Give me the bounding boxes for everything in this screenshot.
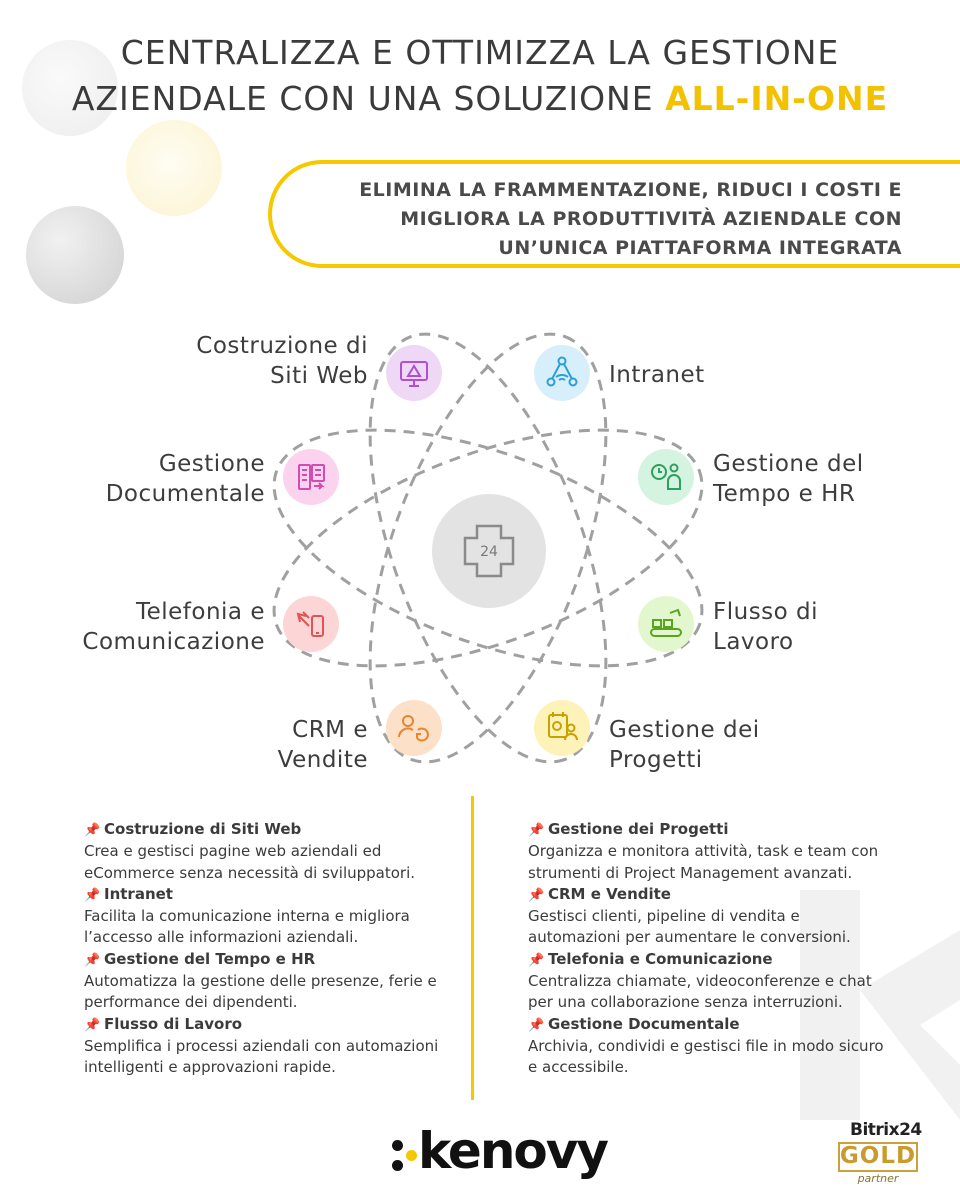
bitrix-badge-sub: partner xyxy=(857,1172,899,1185)
pushpin-icon: 📌 xyxy=(84,887,101,903)
detail-item: 📌 CRM e Vendite Gestisci clienti, pipeline di vendita e automazioni per aumentare le conversioni. xyxy=(528,884,851,947)
pushpin-icon: 📌 xyxy=(528,887,545,903)
node-telefonia xyxy=(283,596,339,652)
node-siti xyxy=(386,345,442,401)
decor-circle-cream xyxy=(126,120,222,216)
node-progetti xyxy=(534,700,590,756)
pushpin-icon: 📌 xyxy=(528,952,545,968)
banner-line-1: ELIMINA LA FRAMMENTAZIONE, RIDUCI I COSTI E xyxy=(359,179,902,201)
details-left-column xyxy=(84,819,454,1079)
column-divider xyxy=(471,796,474,1100)
banner-line-3: UN’UNICA PIATTAFORMA INTEGRATA xyxy=(498,237,902,259)
node-circle-tempo xyxy=(638,449,694,505)
banner-line-2: MIGLIORA LA PRODUTTIVITÀ AZIENDALE CON xyxy=(400,208,902,230)
label-tempo: Gestione del Tempo e HR xyxy=(713,451,864,507)
kenovy-logo: kenovy xyxy=(418,1122,607,1180)
title-line-2: AZIENDALE CON UNA SOLUZIONE ALL-IN-ONE xyxy=(71,79,889,118)
node-circle-flusso xyxy=(638,596,694,652)
detail-item: 📌 Gestione Documentale Archivia, condividi e gestisci file in modo sicuro e accessibile. xyxy=(528,1014,884,1077)
pushpin-icon: 📌 xyxy=(84,1017,101,1033)
center-label: 24 xyxy=(480,544,498,560)
detail-item: 📌 Telefonia e Comunicazione Centralizza chiamate, videoconferenze e chat per una collaborazione senza interruzioni. xyxy=(528,949,872,1012)
bitrix-badge-title: Bitrix24 xyxy=(850,1120,922,1140)
decor-circle-grey xyxy=(26,206,124,304)
label-flusso: Flusso di Lavoro xyxy=(713,599,819,655)
detail-item: 📌 Gestione dei Progetti Organizza e monitora attività, task e team con strumenti di Project Management avanzati. xyxy=(528,820,879,882)
node-circle-progetti xyxy=(534,700,590,756)
title-line-1: CENTRALIZZA E OTTIMIZZA LA GESTIONE xyxy=(120,33,840,72)
label-siti: Costruzione di Siti Web xyxy=(196,333,368,389)
node-flusso xyxy=(638,596,694,652)
detail-item: 📌 Flusso di Lavoro Semplifica i processi aziendali con automazioni intelligenti e approvazioni rapide. xyxy=(84,1014,439,1077)
features-diagram xyxy=(0,300,960,780)
pushpin-icon: 📌 xyxy=(84,823,101,838)
page-title xyxy=(0,30,960,122)
label-intranet: Intranet xyxy=(609,362,705,388)
node-circle-siti xyxy=(386,345,442,401)
bitrix-badge-gold: GOLD xyxy=(839,1143,917,1169)
node-intranet xyxy=(534,345,590,401)
label-progetti: Gestione dei Progetti xyxy=(609,717,760,773)
subtitle-banner-text xyxy=(302,176,902,263)
label-crm: CRM e Vendite xyxy=(277,717,368,773)
pushpin-icon: 📌 xyxy=(528,1017,545,1033)
detail-item: 📌 Gestione del Tempo e HR Automatizza la gestione delle presenze, ferie e performance dei dipendenti. xyxy=(84,949,437,1012)
label-telefonia: Telefonia e Comunicazione xyxy=(82,599,265,655)
node-circle-intranet xyxy=(534,345,590,401)
label-documentale: Gestione Documentale xyxy=(105,451,265,507)
node-crm xyxy=(386,700,442,756)
detail-item: 📌 Intranet Facilita la comunicazione interna e migliora l’accesso alle informazioni aziendali. xyxy=(84,884,410,947)
pushpin-icon: 📌 xyxy=(84,952,101,968)
title-highlight: ALL-IN-ONE xyxy=(665,79,889,118)
detail-item: 📌 Costruzione di Siti Web Crea e gestisci pagine web aziendali ed eCommerce senza necessità di sviluppatori. xyxy=(84,820,416,882)
details-right-column xyxy=(528,819,888,1079)
node-documentale xyxy=(283,449,339,505)
pushpin-icon: 📌 xyxy=(528,823,545,838)
node-tempo xyxy=(638,449,694,505)
node-circle-crm xyxy=(386,700,442,756)
